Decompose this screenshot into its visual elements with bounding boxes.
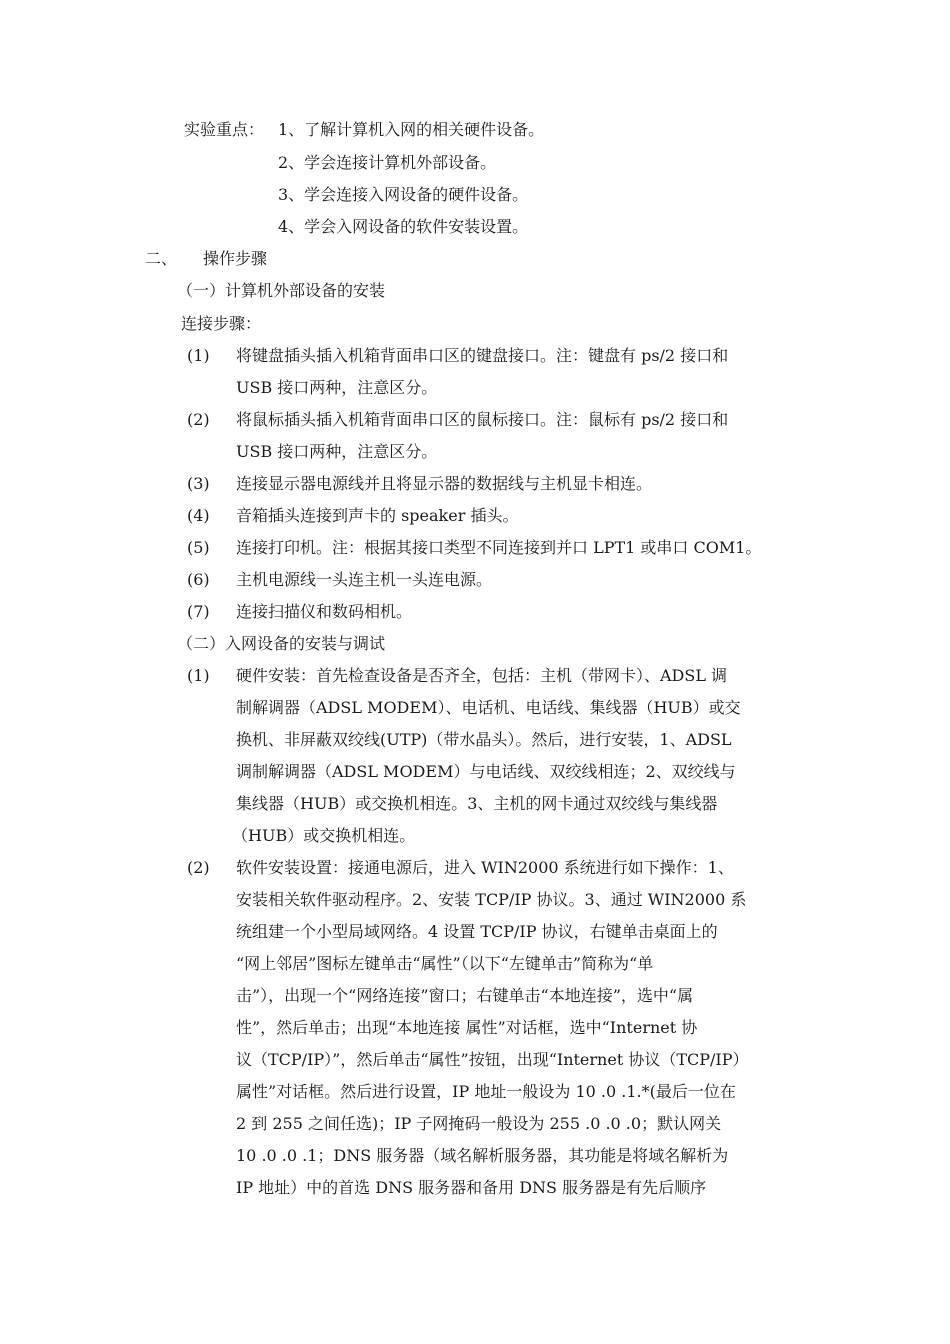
focus-item-4: 4、学会入网设备的软件安装设置。 [278, 217, 529, 236]
steps-intro: 连接步骤： [181, 314, 262, 333]
step-number: (3) [187, 474, 210, 493]
step-number: (1) [187, 666, 210, 685]
focus-item-1: 1、了解计算机入网的相关硬件设备。 [278, 120, 545, 139]
step-text-line: IP 地址）中的首选 DNS 服务器和备用 DNS 服务器是有先后顺序 [236, 1178, 707, 1197]
step-number: (7) [187, 602, 210, 621]
step-text-line: 换机、非屏蔽双绞线(UTP)（带水晶头）。然后，进行安装，1、ADSL [236, 730, 732, 749]
step-number: (4) [187, 506, 210, 525]
step-text-line: 调制解调器（ADSL MODEM）与电话线、双绞线相连；2、双绞线与 [236, 762, 736, 781]
step-text-line: 制解调器（ADSL MODEM）、电话机、电话线、集线器（HUB）或交 [236, 698, 741, 717]
step-text-line: （HUB）或交换机相连。 [232, 826, 416, 845]
step-text-line: 音箱插头连接到声卡的 speaker 插头。 [236, 506, 519, 525]
step-number: (2) [187, 410, 210, 429]
focus-label: 实验重点： [184, 120, 265, 139]
step-text-line: 10 .0 .0 .1；DNS 服务器（域名解析服务器，其功能是将域名解析为 [236, 1146, 729, 1165]
section-title: 操作步骤 [203, 249, 268, 268]
step-text-line: 安装相关软件驱动程序。2、安装 TCP/IP 协议。3、通过 WIN2000 系 [236, 890, 747, 909]
focus-item-3: 3、学会连接入网设备的硬件设备。 [278, 185, 529, 204]
step-text-line: 属性”对话框。然后进行设置，IP 地址一般设为 10 .0 .1.*(最后一位在 [236, 1082, 736, 1101]
subsection-2-title: （二）入网设备的安装与调试 [177, 634, 386, 653]
step-text-line: 2 到 255 之间任选)；IP 子网掩码一般设为 255 .0 .0 .0；默认网关 [236, 1114, 722, 1133]
section-number: 二、 [145, 249, 178, 268]
step-text-line: 连接打印机。注：根据其接口类型不同连接到并口 LPT1 或串口 COM1。 [236, 538, 762, 557]
subsection-1-title: （一）计算机外部设备的安装 [177, 281, 386, 300]
step-text-line: “网上邻居”图标左键单击“属性”（以下“左键单击”简称为“单 [236, 954, 654, 973]
step-number: (2) [187, 858, 210, 877]
step-text-line: 连接显示器电源线并且将显示器的数据线与主机显卡相连。 [236, 474, 653, 493]
step-number: (5) [187, 538, 210, 557]
step-text-line: 主机电源线一头连主机一头连电源。 [236, 570, 493, 589]
step-text-line: 将键盘插头插入机箱背面串口区的键盘接口。注：键盘有 ps/2 接口和 [236, 346, 729, 365]
step-text-line: 软件安装设置：接通电源后，进入 WIN2000 系统进行如下操作：1、 [236, 858, 734, 877]
step-text-line: 议（TCP/IP）”，然后单击“属性”按钮，出现“Internet 协议（TCP/IP） [236, 1050, 749, 1069]
step-text-line: 连接扫描仪和数码相机。 [236, 602, 413, 621]
step-number: (6) [187, 570, 210, 589]
step-text-line: 集线器（HUB）或交换机相连。3、主机的网卡通过双绞线与集线器 [236, 794, 718, 813]
step-text-line: USB 接口两种，注意区分。 [236, 442, 438, 461]
step-text-line: 硬件安装：首先检查设备是否齐全，包括：主机（带网卡）、ADSL 调 [236, 666, 728, 685]
step-text-line: 将鼠标插头插入机箱背面串口区的鼠标接口。注：鼠标有 ps/2 接口和 [236, 410, 729, 429]
focus-item-2: 2、学会连接计算机外部设备。 [278, 153, 497, 172]
step-text-line: 击”），出现一个“网络连接”窗口；右键单击“本地连接”，选中“属 [236, 986, 694, 1005]
step-text-line: USB 接口两种，注意区分。 [236, 378, 438, 397]
step-text-line: 性”，然后单击；出现“本地连接 属性”对话框，选中“Internet 协 [236, 1018, 698, 1037]
step-number: (1) [187, 346, 210, 365]
step-text-line: 统组建一个小型局域网络。4 设置 TCP/IP 协议，右键单击桌面上的 [236, 922, 718, 941]
